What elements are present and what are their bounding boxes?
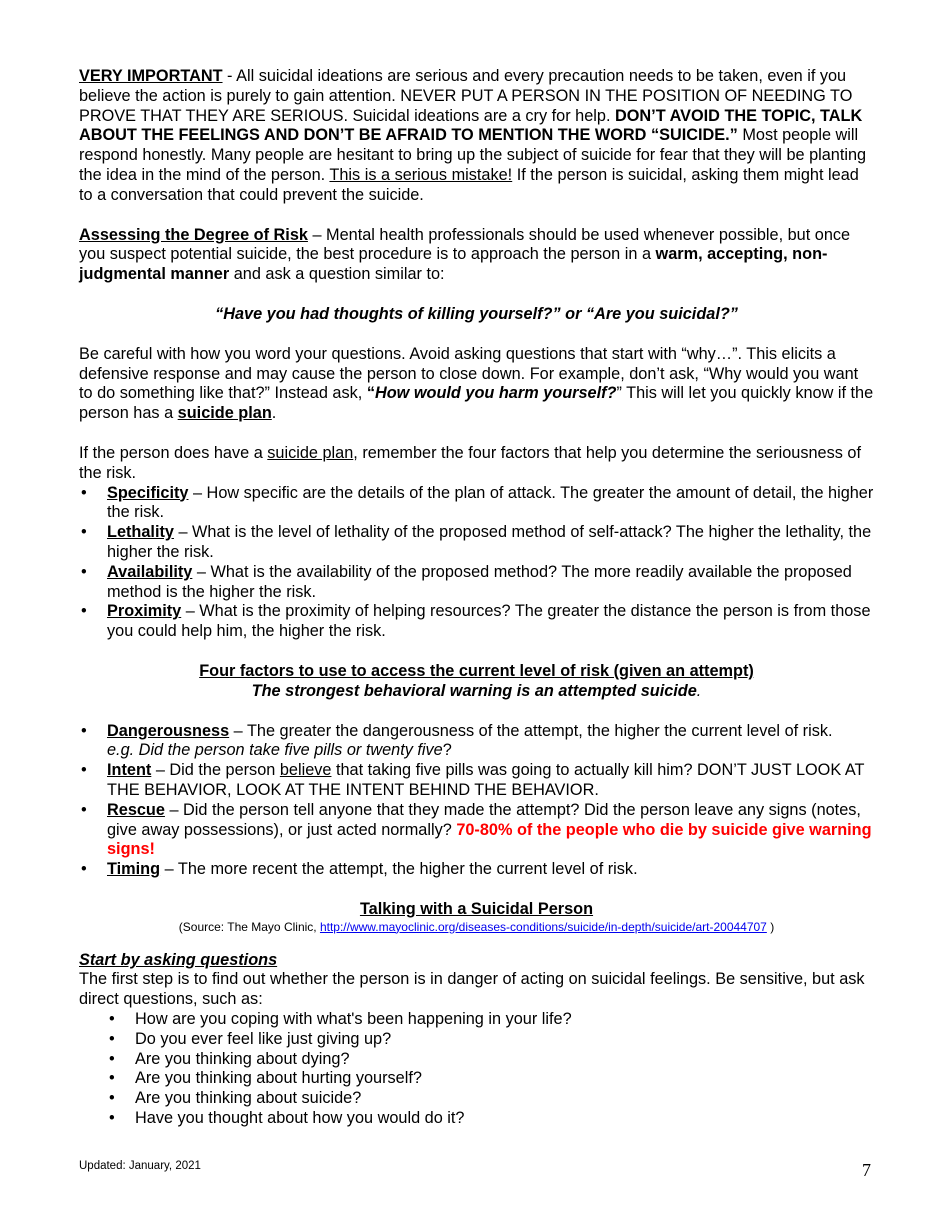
suicide-plan-term: suicide plan xyxy=(177,404,272,423)
list-item: • Have you thought about how you would do it? xyxy=(79,1109,874,1129)
list-item: • Specificity – How specific are the details of the plan of attack. The greater the amount of detail, the higher the risk. xyxy=(79,484,874,524)
source-citation: (Source: The Mayo Clinic, http://www.mayoclinic.org/diseases-conditions/suicide/in-depth/suicide/art-20044707 ) xyxy=(178,919,775,934)
very-important-heading: VERY IMPORTANT xyxy=(79,67,223,85)
mayo-clinic-link[interactable]: http://www.mayoclinic.org/diseases-conditions/suicide/in-depth/suicide/art-20044707 xyxy=(319,919,767,934)
plan-intro-paragraph: If the person does have a suicide plan, remember the four factors that help you determine the seriousness of the risk. xyxy=(79,443,861,482)
page-number: 7 xyxy=(862,1160,871,1180)
plan-factors-list xyxy=(79,484,874,642)
very-important-paragraph: VERY IMPORTANT - All suicidal ideations are serious and every precaution needs to be taken, even if you believe the action is purely to gain attention. NEVER PUT A PERSON IN THE POSITION OF NEEDING TO PROVE THAT THEY ARE SERIOUS. Suicidal ideations are a cry for help. DON’T AVOID THE TOPIC, TALK ABOUT THE FEELINGS AND DON’T BE AFRAID TO MENTION THE WORD “SUICIDE.” Most people will respond honestly. Many people are hesitant to bring up the subject of suicide for fear that they will be planting the idea in the mind of the person. This is a serious mistake! If the person is suicidal, asking them might lead to a conversation that could prevent the suicide. xyxy=(79,67,867,204)
attempt-factors-list xyxy=(79,722,874,880)
list-item: • Are you thinking about hurting yourself? xyxy=(79,1069,874,1089)
list-item: • Are you thinking about dying? xyxy=(79,1050,874,1070)
updated-date: Updated: January, 2021 xyxy=(79,1160,201,1172)
list-item: • Are you thinking about suicide? xyxy=(79,1089,874,1109)
list-item: • Intent – Did the person believe that taking five pills was going to actually kill him? DON’T JUST LOOK AT THE BEHAVIOR, LOOK AT THE INTENT BEHIND THE BEHAVIOR. xyxy=(79,761,874,801)
first-step-paragraph: The first step is to find out whether the person is in danger of acting on suicidal feelings. Be sensitive, but ask direct questions, such as: xyxy=(79,970,865,1009)
attempt-factors-heading: Four factors to use to access the current level of risk (given an attempt) xyxy=(199,661,754,680)
document-body xyxy=(79,67,874,1129)
list-item: • Timing – The more recent the attempt, the higher the current level of risk. xyxy=(79,860,874,880)
list-item: • Do you ever feel like just giving up? xyxy=(79,1030,874,1050)
list-item: • How are you coping with what's been happening in your life? xyxy=(79,1010,874,1030)
questions-list xyxy=(79,1010,874,1129)
list-item: • Availability – What is the availability of the proposed method? The more readily available the proposed method is the higher the risk. xyxy=(79,563,874,603)
example-question: “Have you had thoughts of killing yourself?” or “Are you suicidal?” xyxy=(215,304,738,323)
talking-heading: Talking with a Suicidal Person xyxy=(359,899,594,918)
start-asking-subheading: Start by asking questions xyxy=(79,950,278,969)
assessing-risk-paragraph: Assessing the Degree of Risk – Mental health professionals should be used whenever possible, but once you suspect potential suicide, the best procedure is to approach the person in a warm, accepting, non-judgmental manner and ask a question similar to: xyxy=(79,225,851,284)
list-item: • Rescue – Did the person tell anyone that they made the attempt? Did the person leave any signs (notes, give away possessions), or just acted normally? 70-80% of the people who die by suicide give warning signs! xyxy=(79,801,874,860)
assessing-risk-heading: Assessing the Degree of Risk xyxy=(79,225,308,244)
list-item: • Proximity – What is the proximity of helping resources? The greater the distance the person is from those you could help him, the higher the risk. xyxy=(79,602,874,642)
attempt-factors-subheading: The strongest behavioral warning is an attempted suicide. xyxy=(251,681,702,700)
careful-wording-paragraph: Be careful with how you word your questions. Avoid asking questions that start with “why…”. This elicits a defensive response and may cause the person to close down. For example, don’t ask, “Why would you want to do something like that?” Instead ask, “How would you harm yourself?” This will let you quickly know if the person has a suicide plan. xyxy=(79,344,874,423)
warning-signs-statistic: 70-80% of the people who die by suicide give warning signs! xyxy=(107,820,872,859)
list-item: • Dangerousness – The greater the dangerousness of the attempt, the higher the current level of risk. e.g. Did the person take five pills or twenty five? xyxy=(79,722,874,762)
list-item: • Lethality – What is the level of lethality of the proposed method of self-attack? The higher the lethality, the higher the risk. xyxy=(79,523,874,563)
